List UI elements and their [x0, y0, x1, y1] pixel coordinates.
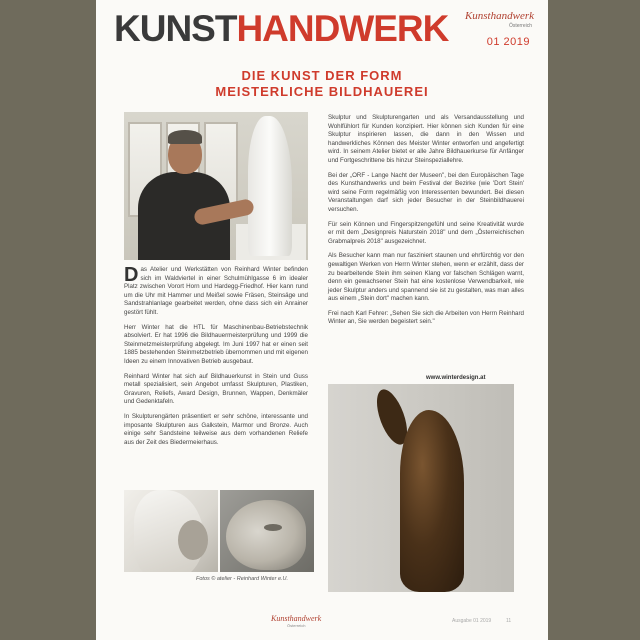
drop-cap: D	[124, 264, 139, 286]
logo-wordmark: Kunsthandwerk	[464, 10, 534, 22]
photo-caption: Fotos © atelier - Reinhard Winter e.U.	[196, 576, 289, 582]
paragraph: Herr Winter hat die HTL für Maschinenbau-Betriebstechnik absolviert. Er hat 1996 die Bildhauermeisterprüfung und 1999 die Steinmetzmeisterprüfung abgelegt. Im Juni 1997 hat er einen seit 1885 bestehenden Steinmetzbetrieb übernommen und mit eigenen Ideen zu einem Innovativen Betrieb ausgebaut.	[124, 323, 308, 365]
paragraph: Reinhard Winter hat sich auf Bildhauerkunst in Stein und Guss metall spezialisiert, sein Angebot umfasst Skulpturen, Plastiken, Gravuren, Reliefs, Award Design, Brunnen, Wappen, Denkmäler und Gedenktafeln.	[124, 372, 308, 406]
title-part-kunst: KUNST	[114, 8, 237, 49]
sculptor-photo	[124, 112, 308, 260]
right-column-text	[328, 114, 524, 333]
stone-face	[226, 500, 306, 570]
logo-subline: Österreich	[508, 23, 532, 29]
photo-sculpture	[248, 116, 292, 256]
website-link[interactable]: www.winterdesign.at	[426, 375, 486, 381]
footer-logo-wordmark: Kunsthandwerk	[271, 614, 322, 623]
magazine-title	[114, 10, 448, 47]
torso-sculpture	[400, 410, 464, 592]
paragraph	[124, 266, 308, 318]
magazine-page	[96, 0, 548, 640]
paragraph: Für sein Können und Fingerspitzengefühl und seine Kreativität wurde er mit dem „Designpreis Naturstein 2018" und dem „Österreichischen Grabmalpreis 2018" ausgezeichnet.	[328, 220, 524, 245]
page-number: 11	[506, 618, 512, 624]
photo-person-hair	[168, 130, 202, 144]
paragraph-text: as Atelier und Werkstätten von Reinhard Winter befinden sich im Waldviertel in einer Schulmühlgasse 6 im idealer Platz zwischen Vorort Horn und Hardegg-Friedhof. Hier kann rund um die Uhr mit Hammer und Meißel sowie Fräsen, Steinsäge und Sandstrahlanlage gearbeitet werden, ohne dass sich ein Anrainer gestört fühlt.	[124, 266, 308, 316]
issue-number: 01 2019	[486, 36, 530, 48]
marble-detail-photo	[124, 490, 218, 572]
paragraph: Skulptur und Skulpturengarten und als Versandausstellung und Wohlfühlort für Kunden konzipiert. Hier können sich Kunden für eine Skulptur inspirieren lassen, die dann in den Wissen und handwerkliches Können des Meister Winter entworfen und angefertigt wird. In seinem Atelier bietet er alle Jahre Bildhauerkurse für Anfänger und Fortgeschrittene bis hinzur Steinspeziallehre.	[328, 114, 524, 164]
headline-line-2: MEISTERLICHE BILDHAUEREI	[215, 84, 429, 99]
article-headline	[96, 68, 548, 100]
headline-line-1: DIE KUNST DER FORM	[241, 68, 403, 83]
footer-logo	[271, 614, 321, 628]
stone-face-photo	[220, 490, 314, 572]
paragraph: Als Besucher kann man nur fasziniert staunen und ehrfürchtig vor den gewaltigen Werken von Herrn Winter stehen, wenn er erzählt, dass der zu bearbeitende Stein ihm seinen Klang vor falschen Schlägen warnt, denn ein gewachsener Stein hat eine kostenlose Verwendbarkeit, wie jeder Skulptur anders und spannend sie ist zu gestalten, was man alles aus einem „Stein dort" machen kann.	[328, 252, 524, 303]
page-header	[96, 0, 548, 50]
bronze-torso-photo	[328, 384, 514, 592]
left-column-text	[124, 266, 308, 453]
marble-shadow	[178, 520, 208, 560]
footer-logo-subline: Österreich	[287, 623, 306, 628]
brand-logo	[464, 10, 534, 31]
footer-issue: Ausgabe 01 2019	[452, 618, 492, 624]
stone-face-eye	[264, 524, 282, 531]
paragraph: In Skulpturengärten präsentiert er sehr schöne, interessante und imposante Skulpturen aus Galkstein, Marmor und Bronze. Auch einige sehr Sandsteine teilweise aus dem vorhandenen Reliefe aus der Zeit des Biedermeierhaus.	[124, 412, 308, 446]
title-part-handwerk: HANDWERK	[236, 8, 449, 49]
paragraph: Bei der „ORF - Lange Nacht der Museen", bei den Europäischen Tage des Kunsthandwerks und beim Festival der Bezirke (wie 'Dort Stein' wird seine Form regelmäßig von Interessenten bewundert. Bei diesen Veranstaltungen darf sich jeder Besucher in der Steinbildhauerei versuchen.	[328, 171, 524, 213]
paragraph: Frei nach Karl Fehrer: „Sehen Sie sich die Arbeiten von Herrn Reinhard Winter an, Sie werden begeistert sein."	[328, 309, 524, 326]
